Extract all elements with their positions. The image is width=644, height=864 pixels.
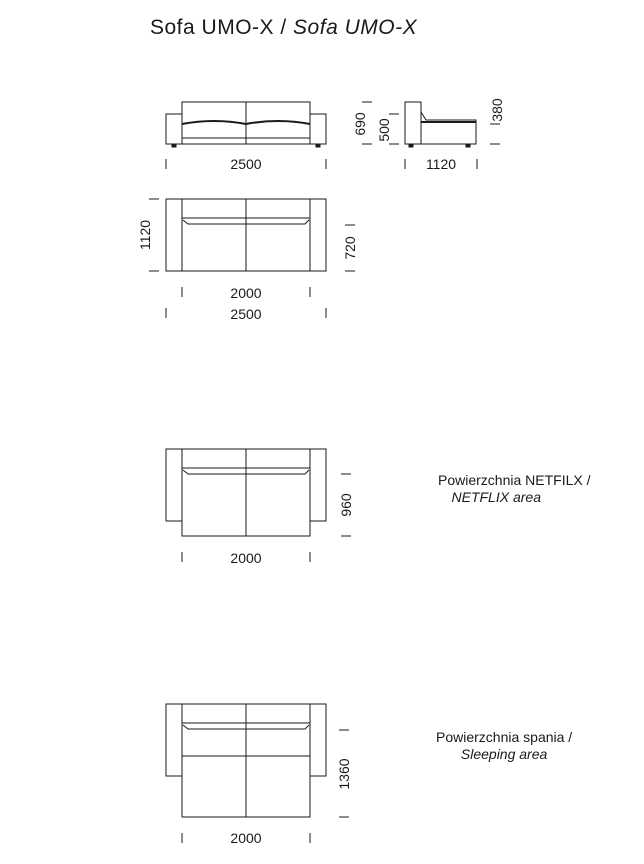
netflix-label-en: NETFLIX area xyxy=(451,489,541,505)
top-seat-depth-label: 720 xyxy=(342,236,358,260)
sleeping-width-label: 2000 xyxy=(230,830,262,846)
title-main: Sofa UMO-X xyxy=(150,16,275,39)
front-seat-height-label: 500 xyxy=(376,118,392,142)
top-depth-label: 1120 xyxy=(137,219,153,251)
side-backrest xyxy=(405,102,421,144)
netflix-label-pl: Powierzchnia NETFILX / xyxy=(438,472,591,488)
top-seat-width-label: 2000 xyxy=(230,285,262,301)
side-seat xyxy=(421,112,476,144)
sleeping-view xyxy=(166,704,349,843)
front-armrest-right xyxy=(310,114,326,144)
netflix-armrest-left xyxy=(166,449,182,521)
front-foot-right xyxy=(316,144,320,147)
front-armrest-left xyxy=(166,114,182,144)
netflix-armrest-right xyxy=(310,449,326,521)
netflix-area-label xyxy=(438,472,591,506)
sleeping-armrest-left xyxy=(166,704,182,776)
sleeping-label-pl: Powierzchnia spania / xyxy=(436,729,573,745)
netflix-view xyxy=(166,449,351,562)
front-foot-left xyxy=(172,144,176,147)
sleeping-depth-label: 1360 xyxy=(336,758,352,790)
front-height-label: 690 xyxy=(352,112,368,136)
side-depth-label: 1120 xyxy=(425,156,457,172)
side-backrest-label: 380 xyxy=(489,98,505,122)
sleeping-area-label xyxy=(436,729,572,763)
netflix-depth-label: 960 xyxy=(338,493,354,517)
netflix-width-label: 2000 xyxy=(230,550,262,566)
top-total-width-label: 2500 xyxy=(230,306,262,322)
front-width-label: 2500 xyxy=(230,156,262,172)
sleeping-label-en: Sleeping area xyxy=(460,746,548,762)
sleeping-armrest-right xyxy=(310,704,326,776)
title-separator: / xyxy=(274,16,294,39)
title-italic: Sofa UMO-X xyxy=(293,16,418,39)
